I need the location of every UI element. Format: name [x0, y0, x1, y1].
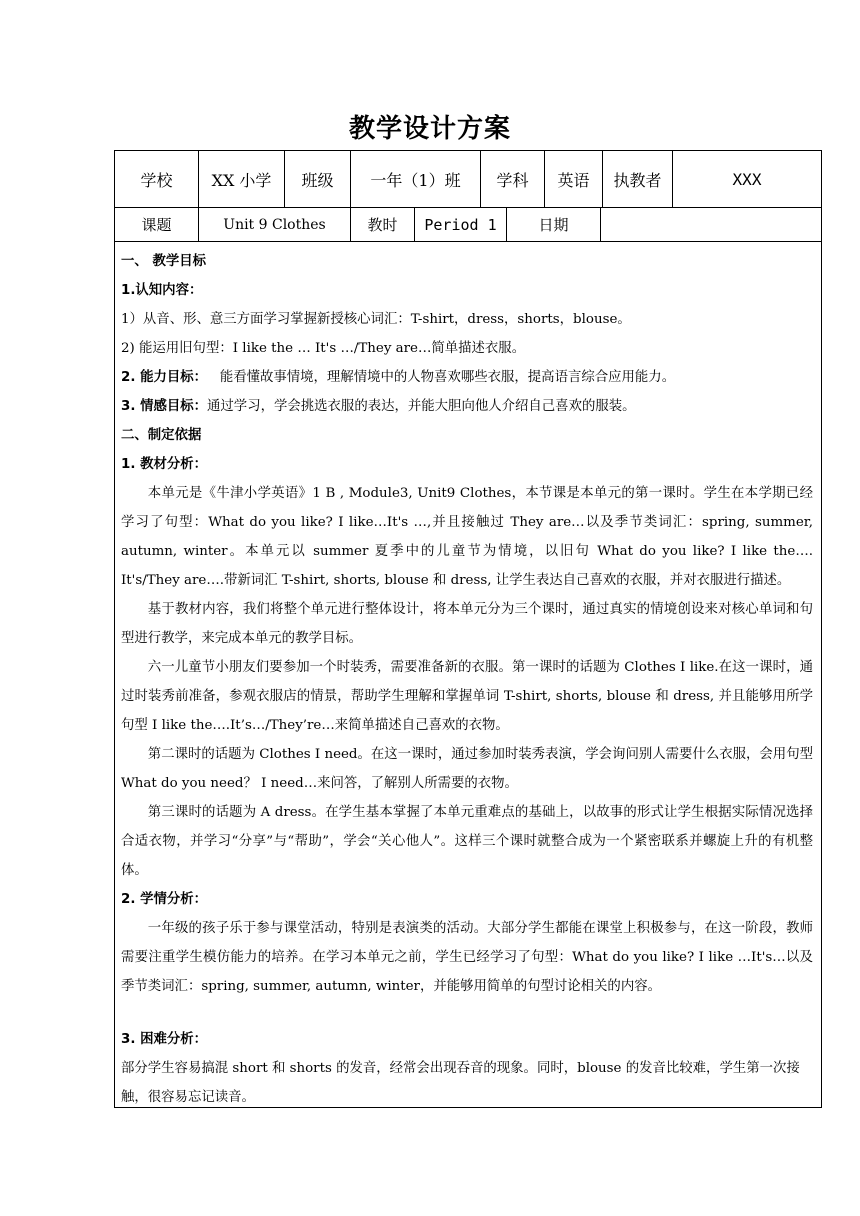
emotion-goal [121, 392, 813, 421]
page-title: 教学设计方案 [348, 114, 511, 144]
class-value: 一年（1）班 [351, 151, 481, 207]
textbook-paragraph-4: 第二课时的话题为 Clothes I need。在这一课时，通过参加时装秀表演，学会询问别人需要什么衣服，会用句型 What do you need？ I need…来问答，了解别人所需要的衣物。 [121, 747, 813, 791]
subheading-students: 2. 学情分析： [121, 892, 208, 907]
textbook-paragraph-3: 六一儿童节小朋友们要参加一个时装秀，需要准备新的衣服。第一课时的话题为 Clothes I like.在这一课时，通过时装秀前准备，参观衣服店的情景，帮助学生理解和掌握单词 T-shirt, shorts, blouse 和 dress, 并且能够用所学句型 I like the….It’s…/They’re…来简单描述自己喜欢的衣物。 [121, 660, 813, 733]
textbook-paragraph-2: 基于教材内容，我们将整个单元进行整体设计，将本单元分为三个课时，通过真实的情境创设来对核心单词和句型进行教学，来完成本单元的教学目标。 [121, 602, 813, 646]
lesson-plan-table [114, 150, 822, 1108]
period-label: 教时 [351, 208, 415, 241]
school-label: 学校 [115, 151, 199, 207]
section-heading-basis: 二、制定依据 [121, 428, 202, 443]
cognitive-item-1: 1）从音、形、意三方面学习掌握新授核心词汇：T-shirt，dress，shorts，blouse。 [121, 312, 631, 327]
lesson-label: 课题 [115, 208, 199, 241]
period-value: Period 1 [415, 208, 507, 241]
date-value [601, 208, 821, 241]
emotion-goal-text: 通过学习，学会挑选衣服的表达，并能大胆向他人介绍自己喜欢的服装。 [207, 399, 636, 414]
difficulties-paragraph: 部分学生容易搞混 short 和 shorts 的发音，经常会出现吞音的现象。同时，blouse 的发音比较难，学生第一次接触，很容易忘记读音。 [121, 1061, 800, 1105]
textbook-paragraph-5: 第三课时的话题为 A dress。在学生基本掌握了本单元重难点的基础上，以故事的形式让学生根据实际情况选择合适衣物，并学习“分享”与“帮助”，学会“关心他人”。这样三个课时就整合成为一个紧密联系并螺旋上升的有机整体。 [121, 805, 813, 878]
subject-label: 学科 [481, 151, 545, 207]
section-heading-objectives: 一、 教学目标 [121, 254, 207, 269]
subject-value: 英语 [545, 151, 603, 207]
class-label: 班级 [285, 151, 351, 207]
ability-goal [121, 363, 813, 392]
lesson-value: Unit 9 Clothes [199, 208, 351, 241]
cognitive-item-2: 2) 能运用旧句型：I like the … It's …/They are…简单描述衣服。 [121, 341, 526, 356]
students-paragraph: 一年级的孩子乐于参与课堂活动，特别是表演类的活动。大部分学生都能在课堂上积极参与，在这一阶段，教师需要注重学生模仿能力的培养。在学习本单元之前，学生已经学习了句型：What do you like? I like …It's…以及季节类词汇：spring, summer, autumn, winter，并能够用简单的句型讨论相关的内容。 [121, 921, 813, 994]
ability-goal-text: 能看懂故事情境，理解情境中的人物喜欢哪些衣服，提高语言综合应用能力。 [219, 370, 676, 385]
plan-content [115, 242, 821, 1112]
ability-goal-label: 2. 能力目标： [121, 370, 208, 385]
teacher-value: XXX [732, 169, 762, 189]
spacer [121, 1001, 813, 1025]
teacher-label: 执教者 [603, 151, 673, 207]
textbook-paragraph-1: 本单元是《牛津小学英语》1 B , Module3, Unit9 Clothes，本节课是本单元的第一课时。学生在本学期已经学习了句型：What do you like? I like…It's …,并且接触过 They are…以及季节类词汇：spring, summer, autumn, winter。本单元以 summer 夏季中的儿童节为情境，以旧句 What do you like? I like the…. It's/They are….带新词汇 T-shirt, shorts, blouse 和 dress, 让学生表达自己喜欢的衣服，并对衣服进行描述。 [121, 486, 813, 588]
subheading-textbook: 1. 教材分析： [121, 457, 208, 472]
subheading-cognitive: 1.认知内容： [121, 283, 203, 298]
subheading-difficulties: 3. 困难分析： [121, 1032, 208, 1047]
school-value: XX 小学 [199, 151, 285, 207]
emotion-goal-label: 3. 情感目标： [121, 399, 208, 414]
date-label: 日期 [507, 208, 601, 241]
